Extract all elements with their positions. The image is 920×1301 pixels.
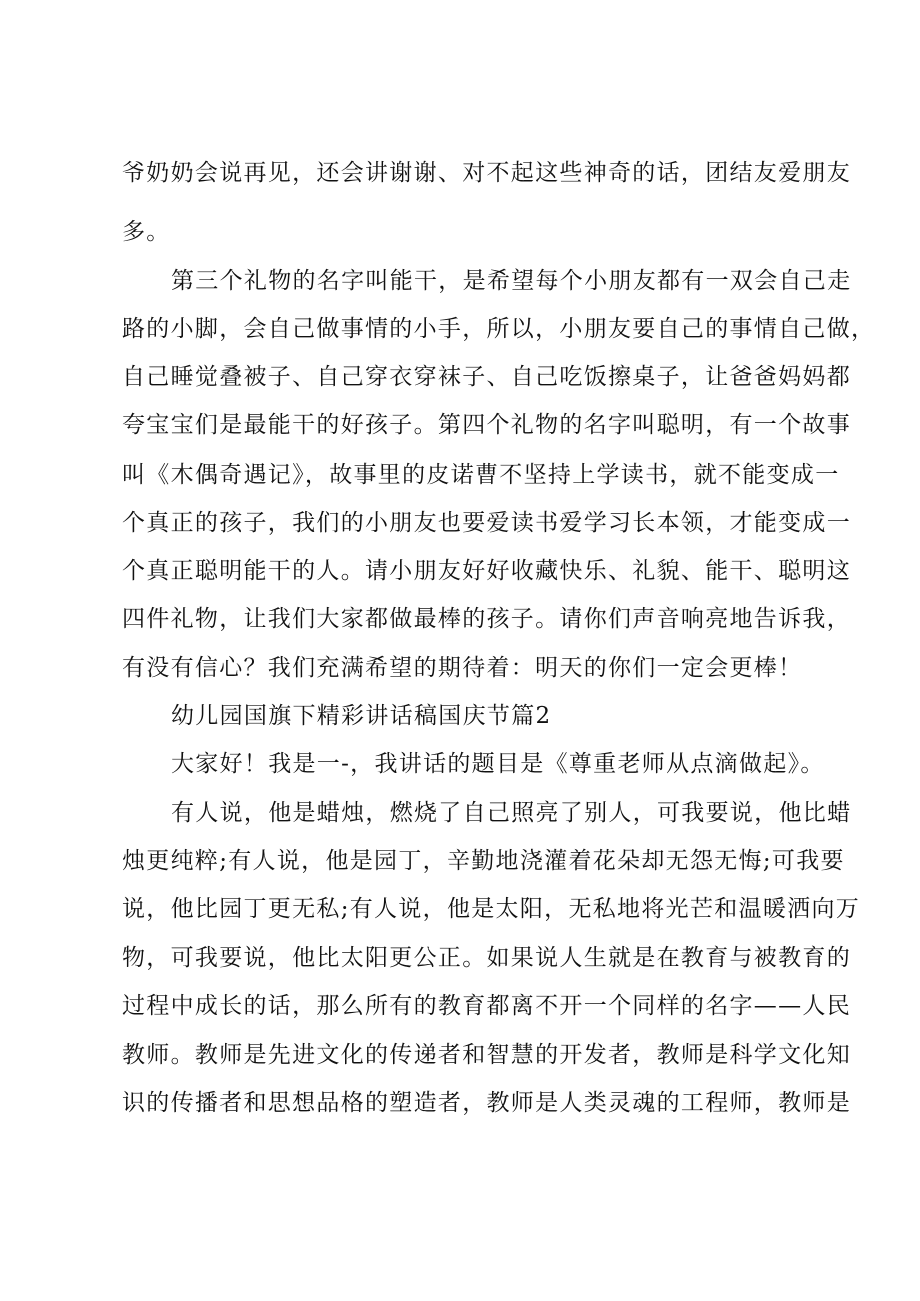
text-line: 有没有信心？我们充满希望的期待着：明天的你们一定会更棒！: [122, 655, 803, 681]
section-heading: 幼儿园国旗下精彩讲话稿国庆节篇2: [171, 703, 552, 729]
text-line: 教师。教师是先进文化的传递者和智慧的开发者，教师是科学文化知: [122, 1042, 851, 1068]
text-line: 个真正聪明能干的人。请小朋友好好收藏快乐、礼貌、能干、聪明这: [122, 558, 851, 584]
paragraph-start-line: 大家好！我是一-，我讲话的题目是《尊重老师从点滴做起》。: [171, 751, 825, 777]
paragraph-start-line: 有人说，他是蜡烛，燃烧了自己照亮了别人，可我要说，他比蜡: [171, 800, 852, 826]
text-line: 物，可我要说，他比太阳更公正。如果说人生就是在教育与被教育的: [122, 945, 851, 971]
text-line: 自己睡觉叠被子、自己穿衣穿袜子、自己吃饭擦桌子，让爸爸妈妈都: [122, 364, 851, 390]
text-line: 路的小脚，会自己做事情的小手，所以，小朋友要自己的事情自己做，: [122, 316, 876, 342]
text-line: 个真正的孩子，我们的小朋友也要爱读书爱学习长本领，才能变成一: [122, 510, 851, 536]
text-line: 夸宝宝们是最能干的好孩子。第四个礼物的名字叫聪明，有一个故事: [122, 412, 851, 438]
paragraph-start-line: 第三个礼物的名字叫能干，是希望每个小朋友都有一双会自己走: [171, 268, 852, 294]
text-line: 多。: [122, 219, 171, 245]
text-line: 说，他比园丁更无私;有人说，他是太阳，无私地将光芒和温暖洒向万: [122, 896, 861, 922]
text-line: 四件礼物，让我们大家都做最棒的孩子。请你们声音响亮地告诉我，: [122, 606, 851, 632]
text-line: 识的传播者和思想品格的塑造者，教师是人类灵魂的工程师，教师是: [122, 1090, 851, 1116]
text-line: 爷奶奶会说再见，还会讲谢谢、对不起这些神奇的话，团结友爱朋友: [122, 160, 851, 186]
text-line: 叫《木偶奇遇记》，故事里的皮诺曹不坚持上学读书，就不能变成一: [122, 462, 840, 488]
text-line: 烛更纯粹;有人说，他是园丁，辛勤地浇灌着花朵却无怨无悔;可我要: [122, 848, 845, 874]
text-line: 过程中成长的话，那么所有的教育都离不开一个同样的名字——人民: [122, 993, 851, 1019]
